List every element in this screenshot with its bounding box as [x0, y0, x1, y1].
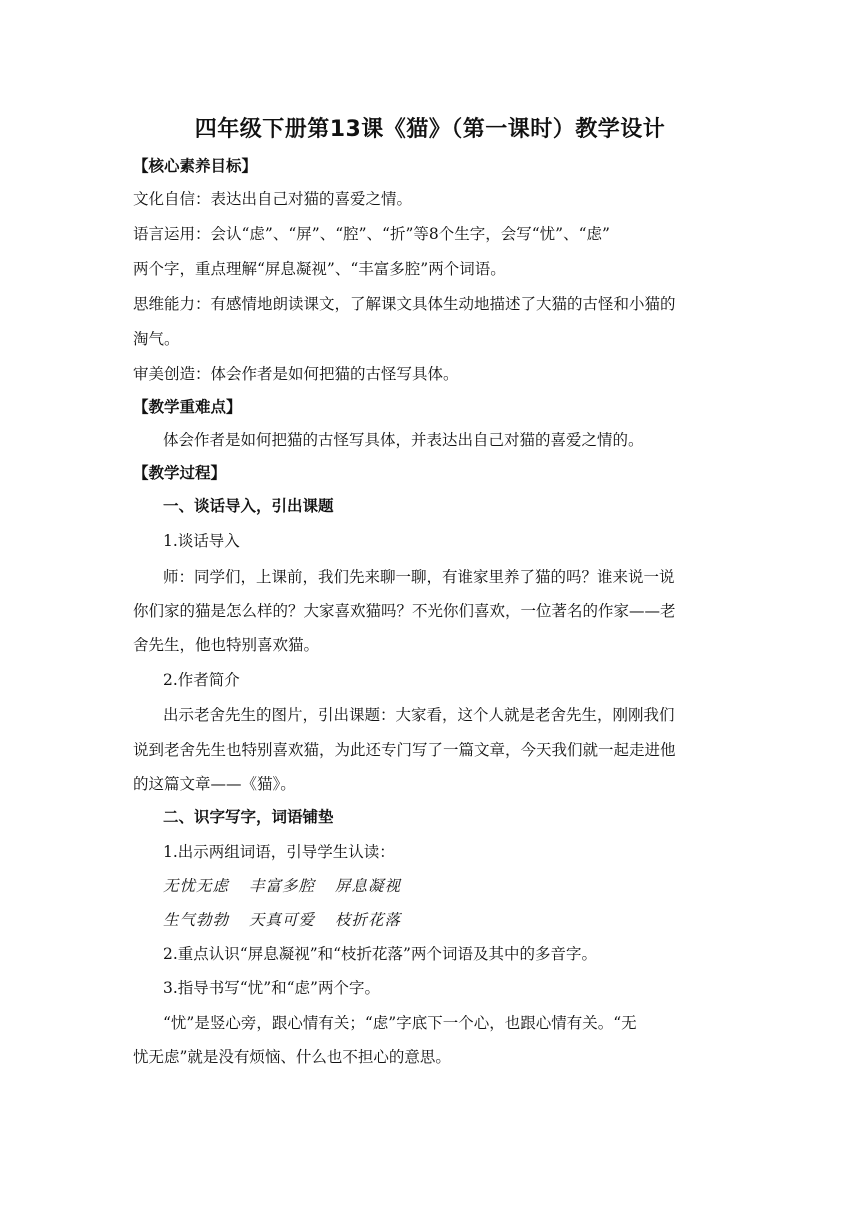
goal-aesthetic: 审美创造：体会作者是如何把猫的古怪写具体。 — [133, 365, 459, 383]
word-item: 屏息凝视 — [335, 877, 402, 895]
goal-thinking-line-2: 淘气。 — [133, 330, 180, 348]
goal-thinking-line-1: 思维能力：有感情地朗读课文，了解课文具体生动地描述了大猫的古怪和小猫的 — [133, 295, 676, 313]
keypoints-heading: 【教学重难点】 — [133, 398, 242, 416]
section-1-paragraph-2-line-1: 出示老舍先生的图片，引出课题：大家看，这个人就是老舍先生，刚刚我们 — [163, 706, 675, 724]
section-2-item-1: 1.出示两组词语，引导学生认读： — [163, 843, 395, 861]
word-item: 枝折花落 — [335, 911, 402, 929]
document-title: 四年级下册第13课《猫》（第一课时）教学设计 — [194, 117, 666, 142]
word-item: 无忧无虑 — [163, 877, 230, 895]
section-1-paragraph-2-line-2: 说到老舍先生也特别喜欢猫，为此还专门写了一篇文章，今天我们就一起走进他 — [133, 741, 676, 759]
word-item: 丰富多腔 — [249, 877, 316, 895]
section-2-item-2: 2.重点认识“屏息凝视”和“枝折花落”两个词语及其中的多音字。 — [163, 945, 597, 963]
goal-culture: 文化自信：表达出自己对猫的喜爱之情。 — [133, 190, 413, 208]
section-2-item-3: 3.指导书写“忧”和“虑”两个字。 — [163, 979, 380, 997]
goals-heading: 【核心素养目标】 — [133, 157, 258, 175]
word-item: 天真可爱 — [249, 911, 316, 929]
section-1-paragraph-1-line-2: 你们家的猫是怎么样的？大家喜欢猫吗？不光你们喜欢，一位著名的作家——老 — [133, 602, 676, 620]
section-1-paragraph-2-line-3: 的这篇文章——《猫》。 — [133, 775, 296, 793]
goal-language-line-2: 两个字，重点理解“屏息凝视”、“丰富多腔”两个词语。 — [133, 260, 506, 278]
section-2-paragraph-line-1: “忧”是竖心旁，跟心情有关；“虑”字底下一个心，也跟心情有关。“无 — [163, 1014, 637, 1032]
process-heading: 【教学过程】 — [133, 464, 227, 482]
word-group-row-1 — [163, 876, 773, 896]
goal-language-line-1: 语言运用：会认“虑”、“屏”、“腔”、“折”等8个生字，会写“忧”、“虑” — [133, 225, 610, 243]
section-1-heading: 一、谈话导入，引出课题 — [163, 497, 334, 515]
keypoints-text: 体会作者是如何把猫的古怪写具体，并表达出自己对猫的喜爱之情的。 — [163, 431, 644, 449]
section-1-item-1: 1.谈话导入 — [163, 532, 240, 550]
word-group-row-2 — [163, 910, 773, 930]
section-2-heading: 二、识字写字，词语铺垫 — [163, 808, 334, 826]
section-1-item-2: 2.作者简介 — [163, 671, 240, 689]
section-2-paragraph-line-2: 忧无虑”就是没有烦恼、什么也不担心的意思。 — [133, 1048, 451, 1066]
section-1-paragraph-1-line-3: 舍先生，他也特别喜欢猫。 — [133, 636, 320, 654]
word-item: 生气勃勃 — [163, 911, 230, 929]
section-1-paragraph-1-line-1: 师：同学们，上课前，我们先来聊一聊，有谁家里养了猫的吗？谁来说一说 — [163, 568, 675, 586]
